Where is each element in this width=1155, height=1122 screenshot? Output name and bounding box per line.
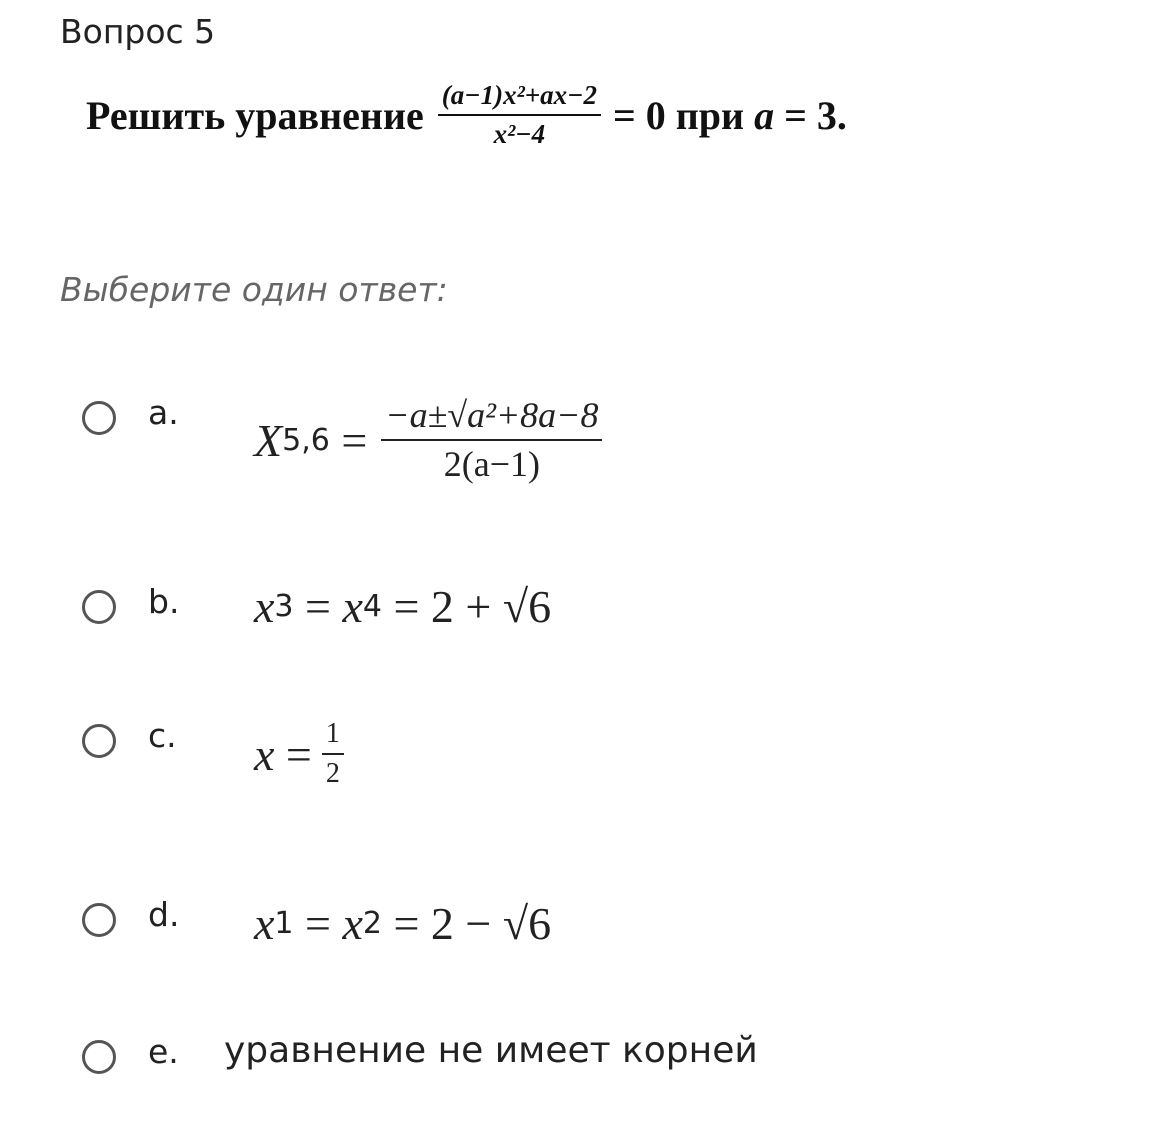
question-suffix-end: = 3. [784,92,847,138]
option-letter: a. [148,393,179,432]
formula-denominator: 2 [325,758,340,790]
question-fraction [438,80,601,150]
answer-option-b[interactable] [82,580,1082,670]
formula-equals: = [285,728,312,780]
formula-numerator: 1 [325,718,340,749]
formula-fraction [322,718,344,790]
fraction-bar [322,753,344,755]
formula-equals: = [341,414,368,466]
question-text [86,80,847,150]
formula-fraction [381,395,602,486]
formula-var: x [254,581,275,632]
radio-button-b[interactable] [82,590,116,624]
fraction-bar [438,114,601,116]
formula-subscript: 3 [274,589,294,624]
option-text: уравнение не имеет корней [224,1030,758,1071]
answer-prompt: Выберите один ответ: [60,270,448,309]
formula-var: X [254,414,283,466]
option-formula [254,718,356,790]
formula-subscript: 2 [362,906,382,941]
formula-denominator: 2(a−1) [443,444,540,485]
answer-option-c[interactable] [82,710,1082,800]
radio-button-e[interactable] [82,1040,116,1074]
formula-equals: = [293,898,343,949]
formula-rhs: = 2 − √6 [381,898,552,949]
formula-subscript: 4 [362,589,382,624]
formula-var: x [342,581,363,632]
radio-button-d[interactable] [82,903,116,937]
formula-numerator: −a±√a²+8a−8 [385,395,599,435]
formula-equals: = [293,581,343,632]
question-var: a [754,92,775,138]
option-formula [254,897,551,950]
option-formula [254,395,614,486]
option-formula [254,580,551,633]
formula-subscript: 1 [274,906,294,941]
question-prefix: Решить уравнение [86,92,424,138]
radio-button-a[interactable] [82,401,116,435]
formula-var: x [254,728,275,780]
question-fraction-denominator: x²−4 [493,119,546,150]
option-letter: d. [148,895,180,934]
option-letter: b. [148,582,180,621]
answer-option-d[interactable] [82,893,1082,983]
formula-subscript: 5,6 [282,422,330,458]
question-suffix-eq: = 0 при [612,92,745,138]
question-number: Вопрос 5 [60,12,216,51]
formula-rhs: = 2 + √6 [381,581,552,632]
formula-var: x [254,898,275,949]
answer-option-e[interactable] [82,1028,1082,1118]
answer-option-a[interactable] [82,385,1082,485]
formula-var: x [342,898,363,949]
radio-button-c[interactable] [82,724,116,758]
option-letter: e. [148,1032,179,1071]
option-letter: c. [148,716,177,755]
question-fraction-numerator: (a−1)x²+ax−2 [441,80,597,110]
fraction-bar [381,439,602,441]
